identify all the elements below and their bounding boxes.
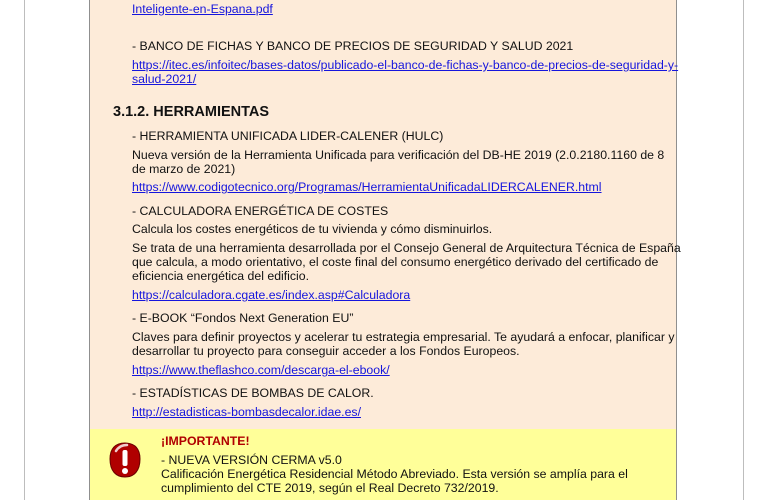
- important-desc-line1: Calificación Energética Residencial Método Abreviado. Esta versión se amplía para el: [161, 467, 628, 481]
- ebook-link[interactable]: https://www.theflashco.com/descarga-el-ebook/: [132, 363, 390, 377]
- bombas-link[interactable]: http://estadisticas-bombasdecalor.idae.es/: [132, 405, 361, 419]
- ebook-title: - E-BOOK “Fondos Next Generation EU”: [132, 311, 354, 325]
- hulc-title: - HERRAMIENTA UNIFICADA LIDER-CALENER (HULC): [132, 129, 444, 143]
- calc-line1: Calcula los costes energéticos de tu vivienda y cómo disminuirlos.: [132, 222, 493, 236]
- hulc-desc-line1: Nueva versión de la Herramienta Unificada para verificación del DB-HE 2019 (2.0.2180.1160 de 8: [132, 148, 665, 162]
- banco-link-line1[interactable]: https://itec.es/infoitec/bases-datos/publicado-el-banco-de-fichas-y-banco-de-precios-de-seguridad-y-: [132, 58, 679, 72]
- ebook-desc-line2: desarrollar tu proyecto para conseguir acceder a los Fondos Europeos.: [132, 344, 520, 358]
- section-heading: 3.1.2. HERRAMIENTAS: [113, 104, 270, 120]
- calc-title: - CALCULADORA ENERGÉTICA DE COSTES: [132, 204, 389, 218]
- important-title: - NUEVA VERSIÓN CERMA v5.0: [161, 453, 342, 467]
- bombas-title: - ESTADÍSTICAS DE BOMBAS DE CALOR.: [132, 386, 374, 400]
- banco-title: - BANCO DE FICHAS Y BANCO DE PRECIOS DE SEGURIDAD Y SALUD 2021: [132, 39, 574, 53]
- hulc-desc-line2: de marzo de 2021): [132, 162, 236, 176]
- important-label: ¡IMPORTANTE!: [161, 434, 250, 448]
- ebook-desc-line1: Claves para definir proyectos y acelerar tu estrategia empresarial. Te ayudará a enfocar, planificar y: [132, 330, 675, 344]
- important-desc-line2: cumplimiento del CTE 2019, según el Real Decreto 732/2019.: [161, 481, 499, 495]
- top-pdf-link[interactable]: Inteligente-en-Espana.pdf: [132, 2, 273, 16]
- hulc-link[interactable]: https://www.codigotecnico.org/Programas/HerramientaUnificadaLIDERCALENER.html: [132, 180, 602, 194]
- calc-desc-line3: eficiencia energética del edificio.: [132, 269, 310, 283]
- banco-link-line2[interactable]: salud-2021/: [132, 72, 197, 86]
- exclamation-alert-icon: [108, 441, 142, 479]
- calc-link[interactable]: https://calculadora.cgate.es/index.asp#Calculadora: [132, 288, 411, 302]
- calc-desc-line1: Se trata de una herramienta desarrollada por el Consejo General de Arquitectura Técnica de España: [132, 241, 681, 255]
- calc-desc-line2: que calcula, a modo orientativo, el coste final del consumo energético derivado del certificado de: [132, 255, 659, 269]
